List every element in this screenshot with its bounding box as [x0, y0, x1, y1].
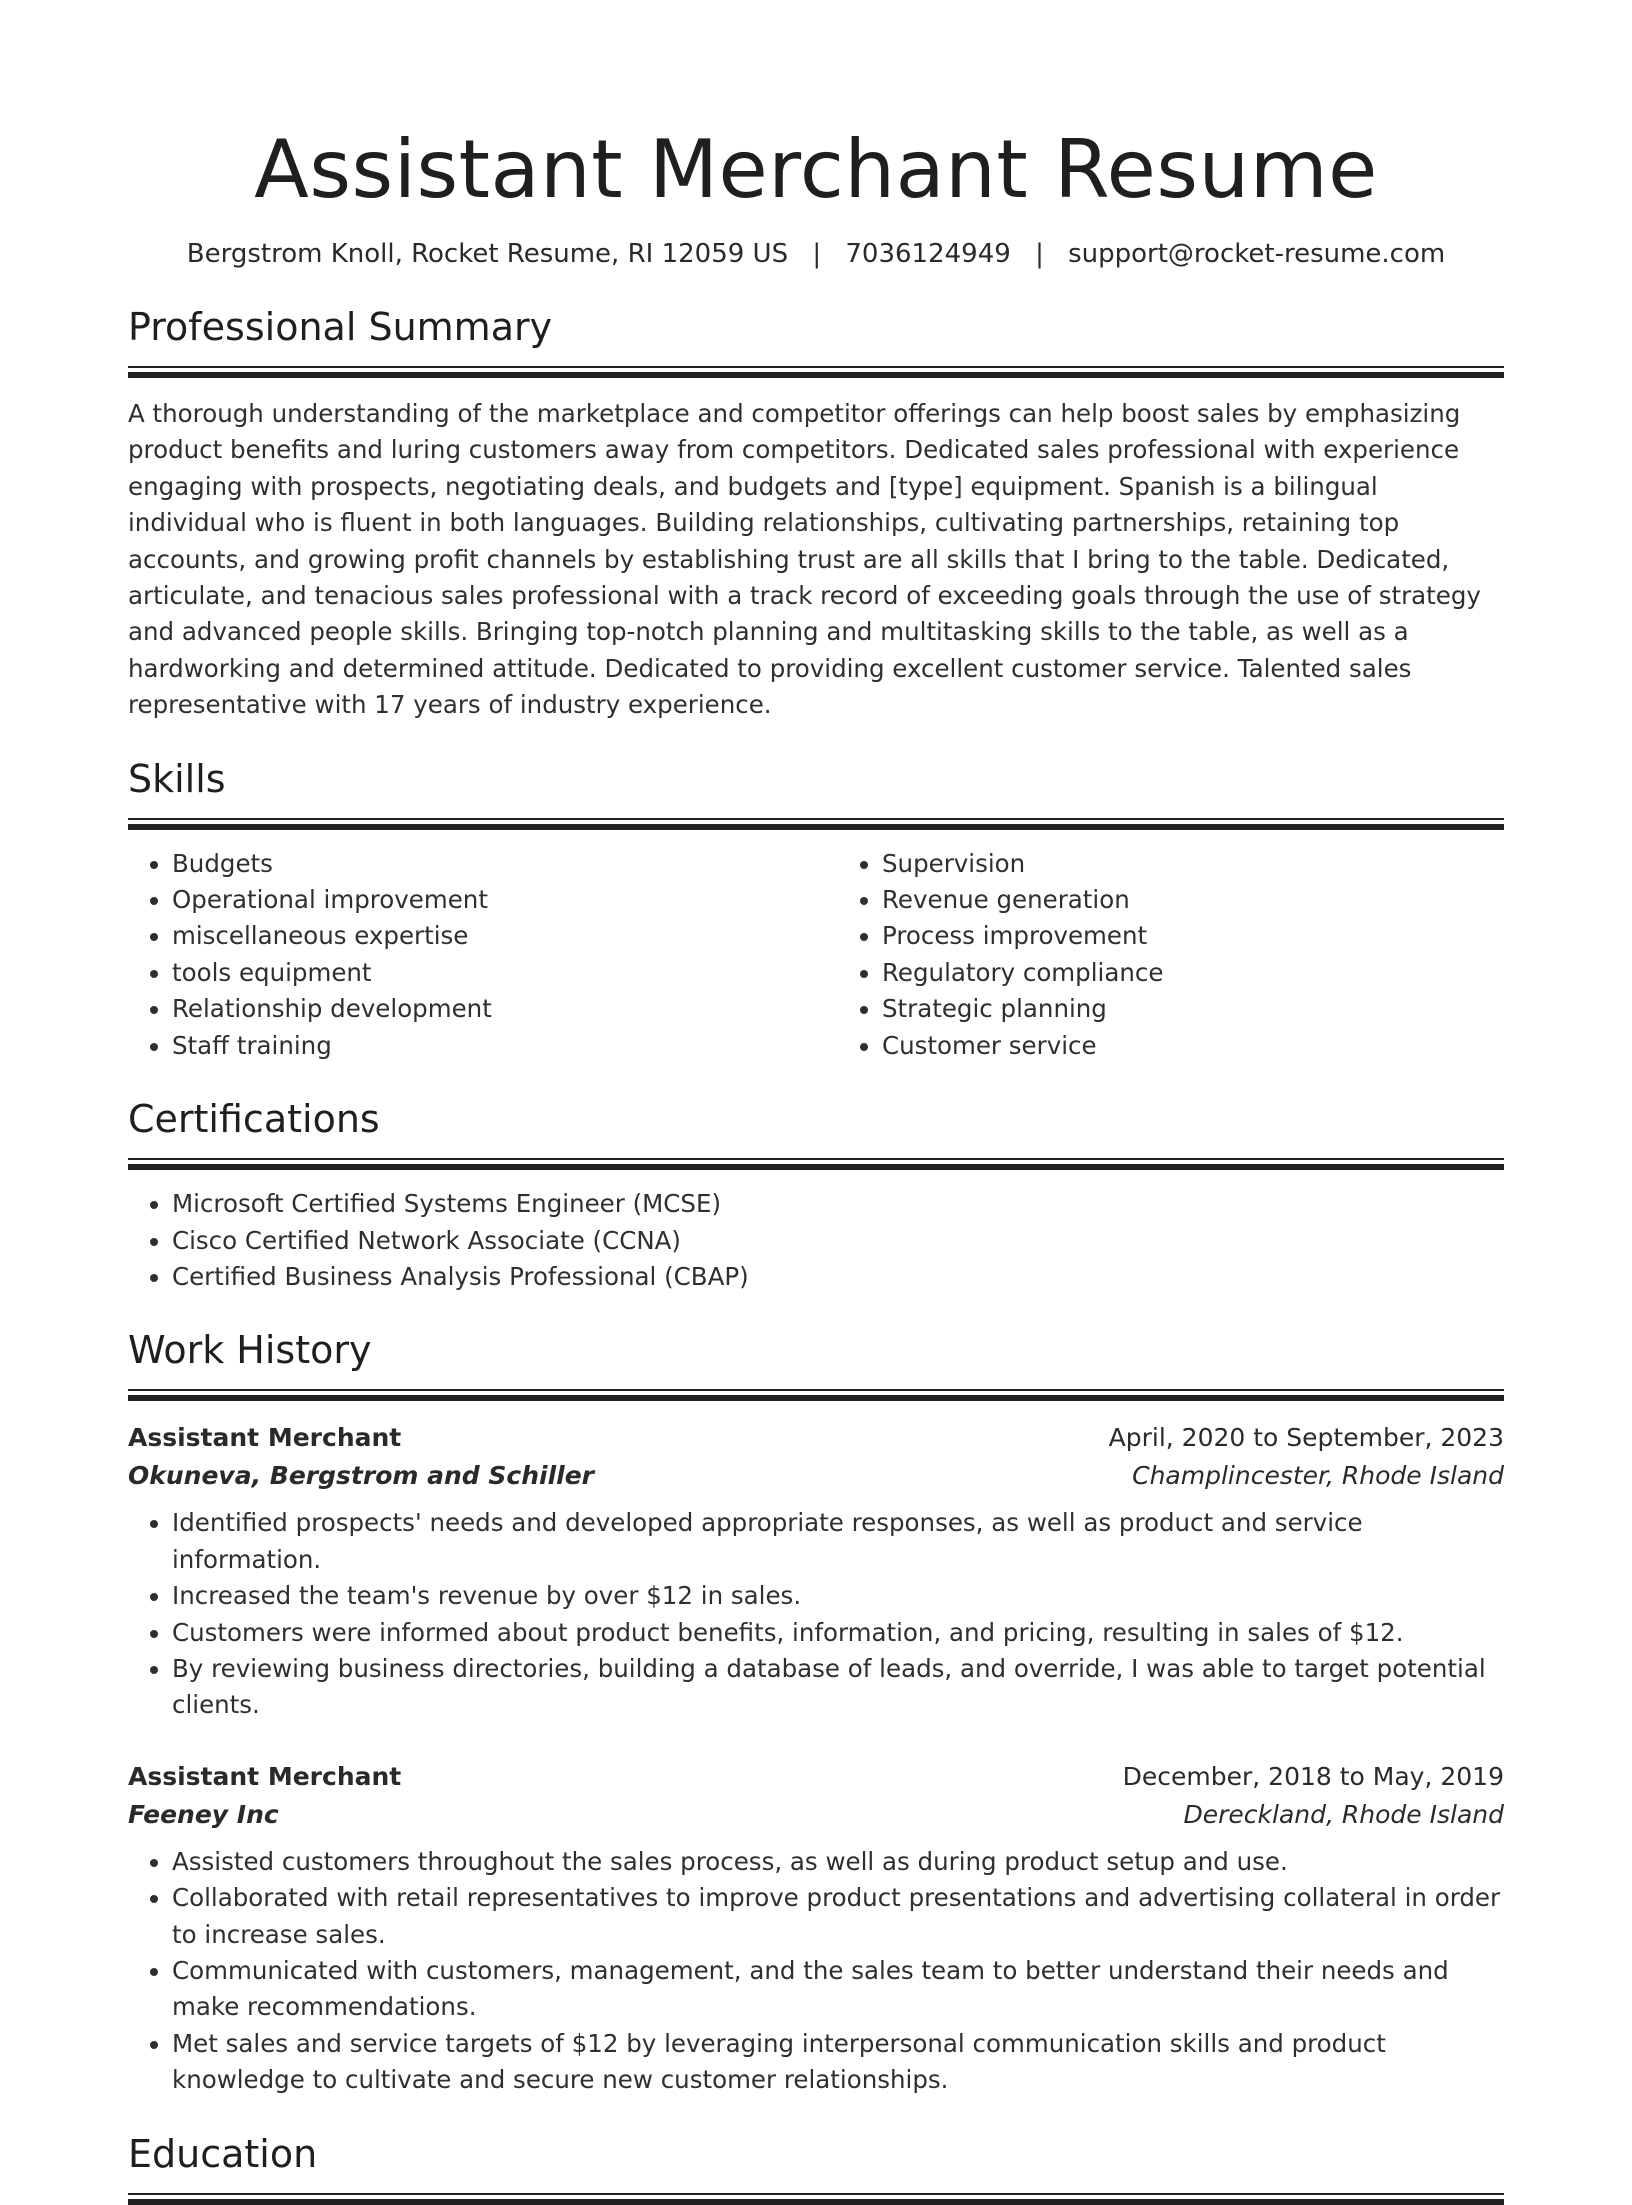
job-bullet: • Increased the team's revenue by over $12 in sales. [172, 1578, 1504, 1614]
section-title: Certifications [128, 1097, 380, 1142]
section-divider [128, 1158, 1504, 1170]
section-divider [128, 1389, 1504, 1401]
job-bullet: • Assisted customers throughout the sales process, as well as during product setup and use. [172, 1844, 1504, 1880]
job-bullets [128, 1844, 1504, 2099]
resume-page [128, 0, 1504, 2205]
section-divider [128, 818, 1504, 830]
contact-email: support@rocket-resume.com [1068, 239, 1446, 269]
job-bullet: • By reviewing business directories, building a database of leads, and override, I was able to target potential clients. [172, 1651, 1504, 1724]
section-work-history [128, 1325, 1504, 2098]
job-company: Okuneva, Bergstrom and Schiller [128, 1461, 595, 1491]
skills-grid [128, 846, 1504, 1064]
section-professional-summary [128, 302, 1504, 724]
job-entry [128, 1758, 1504, 2099]
section-title: Work History [128, 1328, 372, 1373]
job-entry [128, 1419, 1504, 1723]
skill-item: • Customer service [882, 1028, 1504, 1064]
skills-list-left [128, 846, 816, 1064]
section-title: Professional Summary [128, 305, 553, 349]
job-bullet: • Met sales and service targets of $12 by leveraging interpersonal communication skills and product knowledge to cultivate and secure new customer relationships. [172, 2026, 1504, 2099]
section-title: Education [128, 2131, 318, 2176]
job-bullet: • Communicated with customers, management, and the sales team to better understand their needs and make recommendations. [172, 1953, 1504, 2026]
certification-item: • Certified Business Analysis Professional (CBAP) [172, 1259, 1504, 1295]
job-subheader [128, 1796, 1504, 1834]
skill-item: • Revenue generation [882, 882, 1504, 918]
job-title: Assistant Merchant [128, 1423, 402, 1453]
job-location: Dereckland, Rhode Island [1183, 1799, 1504, 1829]
resume-title: Assistant Merchant Resume [254, 123, 1378, 216]
skill-item: • Staff training [172, 1028, 816, 1064]
contact-line [128, 236, 1504, 272]
job-bullet: • Customers were informed about product benefits, information, and pricing, resulting in sales of $12. [172, 1615, 1504, 1651]
job-header [128, 1758, 1504, 1796]
summary-text: A thorough understanding of the marketplace and competitor offerings can help boost sales by emphasizing product benefits and luring customers away from competitors. Dedicated sales professional with experience engaging with prospects, negotiating deals, and budgets and [type] equipment. Spanish is a bilingual individual who is fluent in both languages. Building relationships, cultivating partnerships, retaining top accounts, and growing profit channels by establishing trust are all skills that I bring to the table. Dedicated, articulate, and tenacious sales professional with a track record of exceeding goals through the use of strategy and advanced people skills. Bringing top-notch planning and multitasking skills to the table, as well as a hardworking and determined attitude. Dedicated to providing excellent customer service. Talented sales representative with 17 years of industry experience. [128, 399, 1481, 720]
section-divider [128, 366, 1504, 378]
job-bullet: • Collaborated with retail representatives to improve product presentations and advertising collateral in order to increase sales. [172, 1880, 1504, 1953]
certification-item: • Cisco Certified Network Associate (CCNA) [172, 1223, 1504, 1259]
section-title: Skills [128, 756, 226, 801]
skill-item: • miscellaneous expertise [172, 918, 816, 954]
job-location: Champlincester, Rhode Island [1132, 1461, 1504, 1491]
job-subheader [128, 1457, 1504, 1495]
job-title: Assistant Merchant [128, 1761, 402, 1791]
skills-list-right [816, 846, 1504, 1064]
skill-item: • Budgets [172, 846, 816, 882]
job-dates: April, 2020 to September, 2023 [1108, 1423, 1504, 1453]
job-bullets [128, 1505, 1504, 1723]
certifications-list [128, 1186, 1504, 1295]
section-education [128, 2129, 1504, 2205]
skill-item: • Regulatory compliance [882, 955, 1504, 991]
job-company: Feeney Inc [128, 1799, 279, 1829]
job-bullet: • Identified prospects' needs and developed appropriate responses, as well as product and service information. [172, 1505, 1504, 1578]
contact-separator: | [1035, 239, 1044, 269]
skill-item: • tools equipment [172, 955, 816, 991]
skill-item: • Operational improvement [172, 882, 816, 918]
certification-item: • Microsoft Certified Systems Engineer (MCSE) [172, 1186, 1504, 1222]
section-skills [128, 754, 1504, 1064]
skill-item: • Supervision [882, 846, 1504, 882]
contact-phone: 7036124949 [845, 239, 1011, 269]
section-certifications [128, 1094, 1504, 1295]
job-dates: December, 2018 to May, 2019 [1122, 1761, 1504, 1791]
skill-item: • Relationship development [172, 991, 816, 1027]
skill-item: • Process improvement [882, 918, 1504, 954]
job-header [128, 1419, 1504, 1457]
contact-separator: | [812, 239, 822, 269]
skill-item: • Strategic planning [882, 991, 1504, 1027]
contact-address: Bergstrom Knoll, Rocket Resume, RI 12059 US [186, 239, 789, 269]
section-divider [128, 2193, 1504, 2205]
